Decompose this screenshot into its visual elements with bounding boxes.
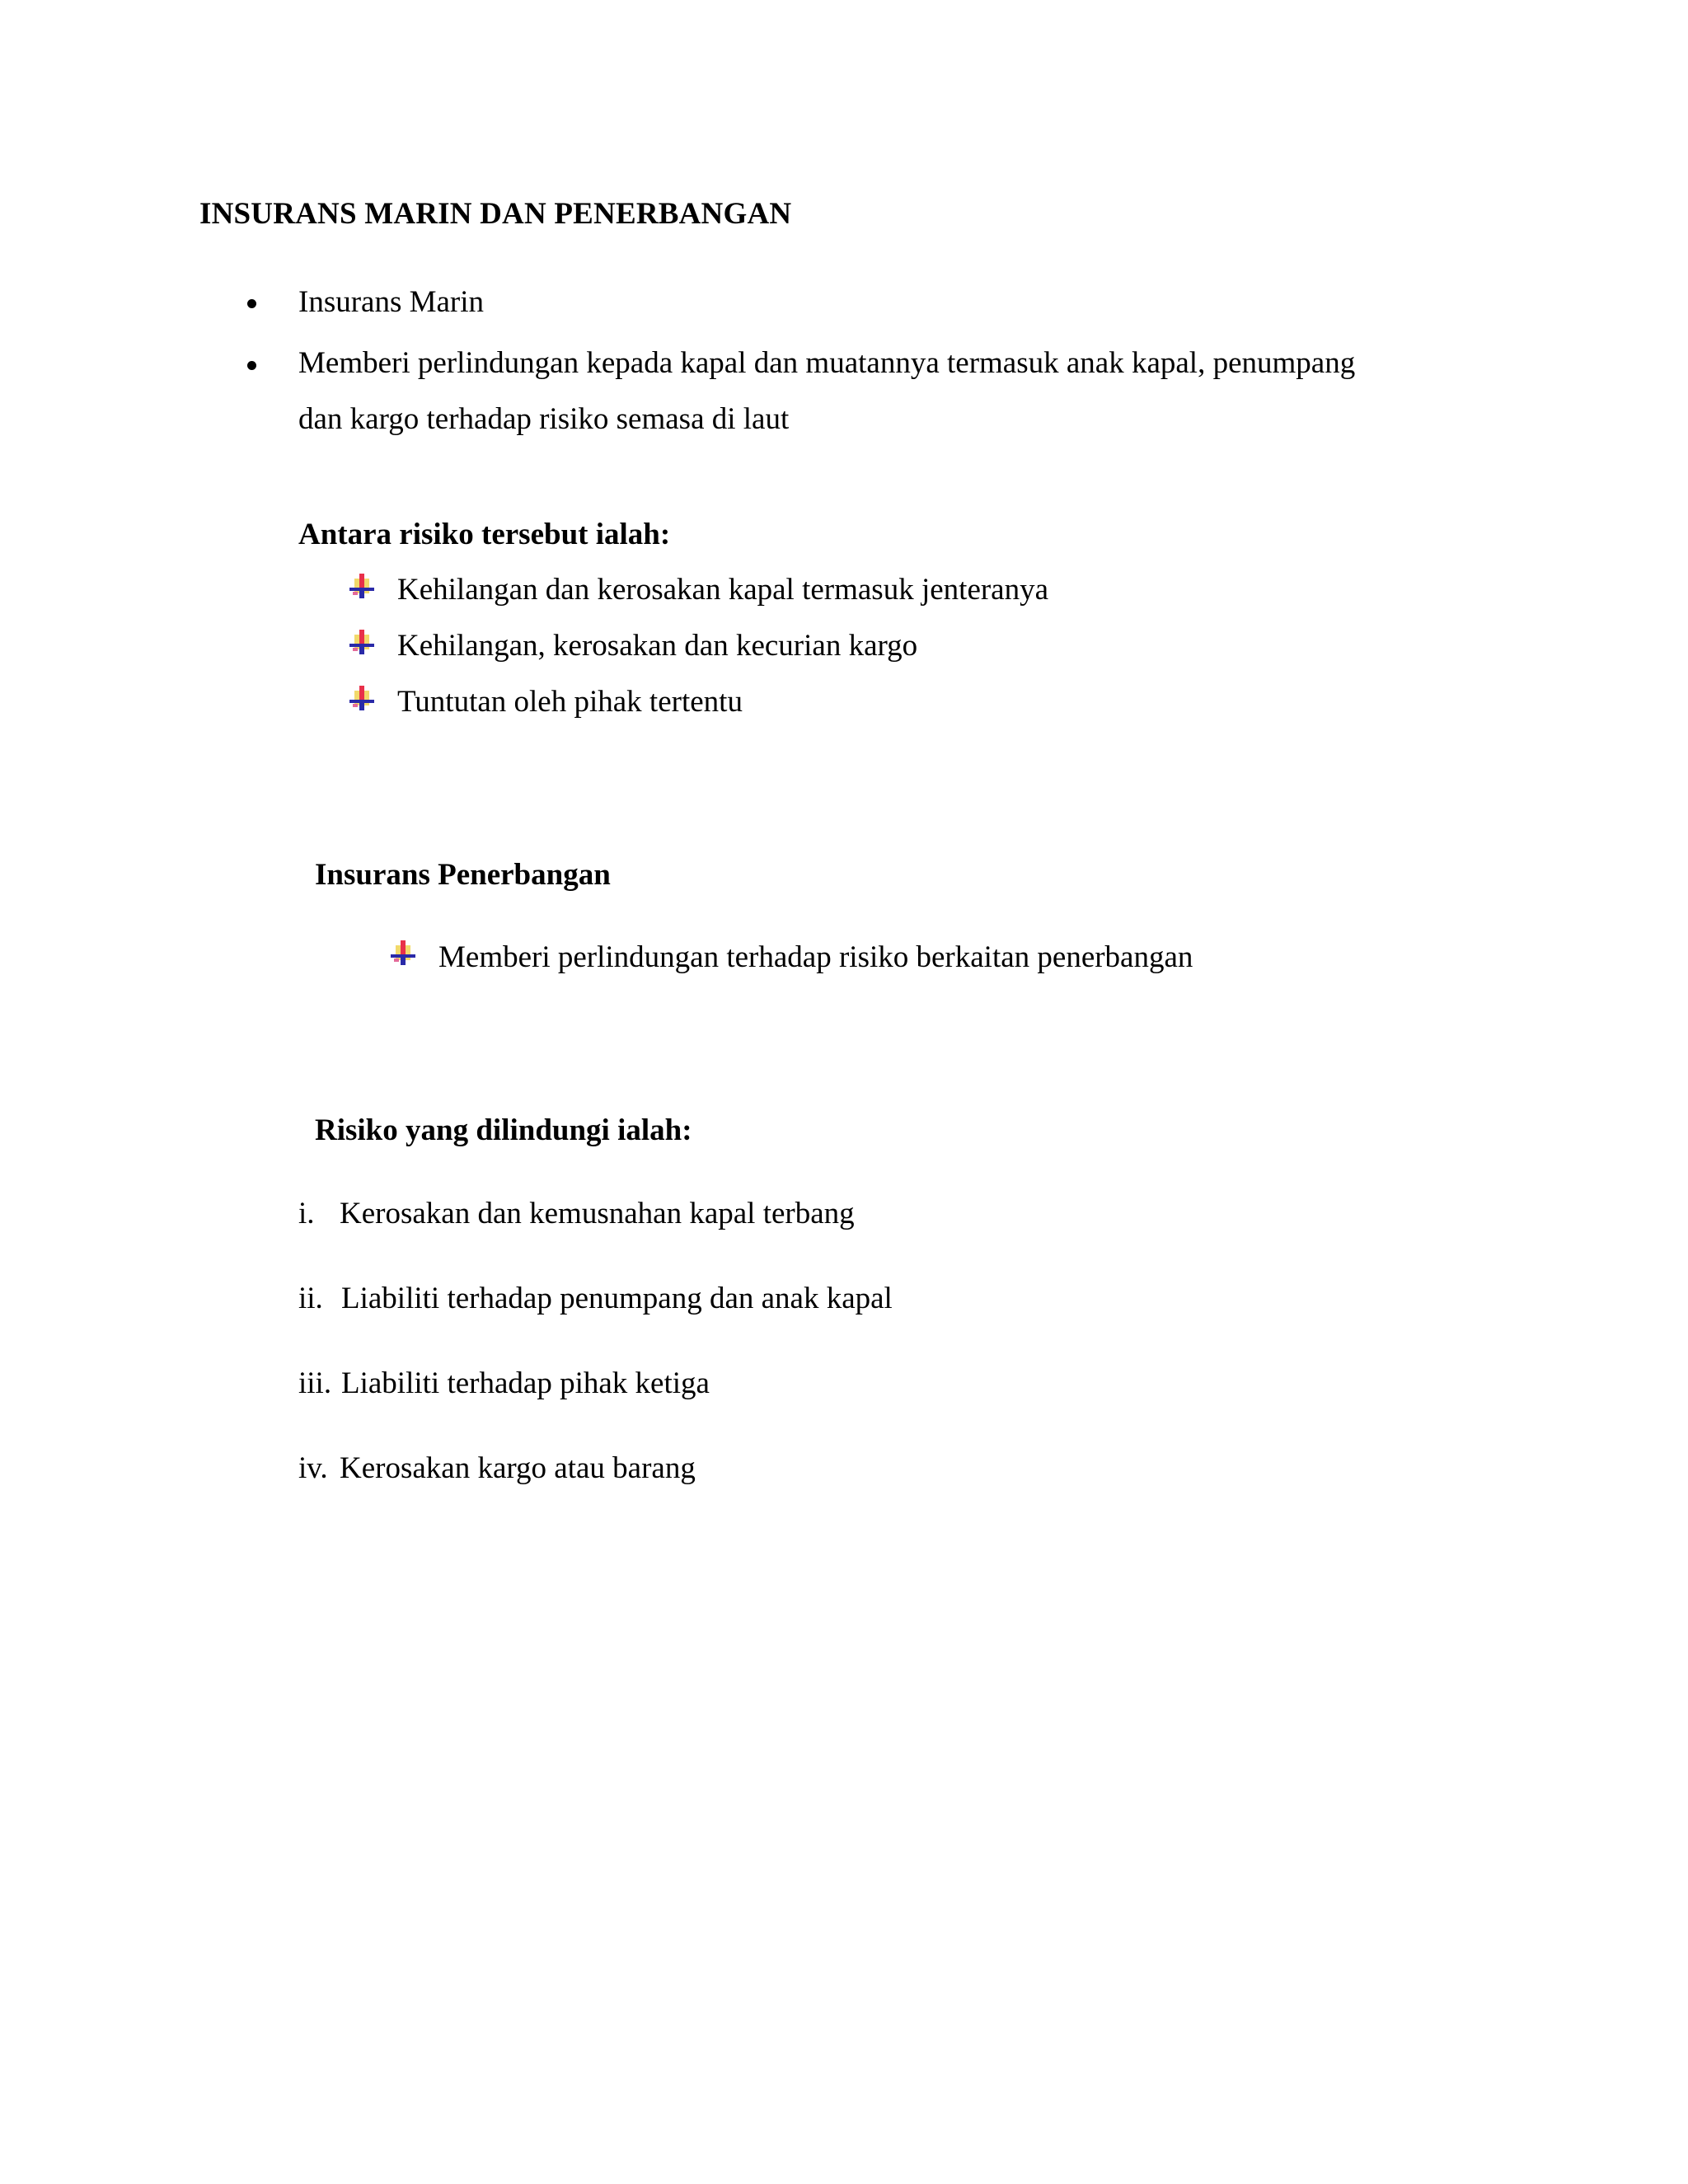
round-bullet-icon	[247, 361, 256, 370]
bullet-text-line: dan kargo terhadap risiko semasa di laut	[298, 402, 790, 436]
roman-numeral: iv.	[298, 1451, 328, 1485]
aviation-risk-item: Liabiliti terhadap penumpang dan anak kapal	[341, 1282, 893, 1315]
round-bullet-icon	[247, 299, 256, 308]
bullet-text-insurans-marin: Insurans Marin	[298, 285, 485, 319]
document-title: INSURANS MARIN DAN PENERBANGAN	[199, 197, 792, 231]
aviation-risks-heading: Risiko yang dilindungi ialah:	[315, 1113, 692, 1147]
roman-numeral: i.	[298, 1197, 315, 1230]
arrow-cross-bullet-icon	[389, 940, 417, 968]
marine-risk-item: Kehilangan dan kerosakan kapal termasuk jenteranya	[397, 573, 1049, 607]
aviation-item: Memberi perlindungan terhadap risiko berkaitan penerbangan	[438, 940, 1193, 974]
marine-risk-item: Kehilangan, kerosakan dan kecurian kargo	[397, 629, 918, 663]
aviation-risk-item: Liabiliti terhadap pihak ketiga	[341, 1366, 710, 1400]
aviation-risk-item: Kerosakan kargo atau barang	[340, 1451, 696, 1485]
arrow-cross-bullet-icon	[348, 630, 376, 658]
arrow-cross-bullet-icon	[348, 686, 376, 714]
arrow-cross-bullet-icon	[348, 574, 376, 602]
bullet-text-line: Memberi perlindungan kepada kapal dan muatannya termasuk anak kapal, penumpang	[298, 346, 1356, 380]
roman-numeral: iii.	[298, 1366, 332, 1400]
aviation-risk-item: Kerosakan dan kemusnahan kapal terbang	[340, 1197, 855, 1230]
aviation-heading: Insurans Penerbangan	[315, 858, 611, 892]
marine-risk-item: Tuntutan oleh pihak tertentu	[397, 685, 743, 719]
marine-risks-heading: Antara risiko tersebut ialah:	[298, 518, 671, 551]
roman-numeral: ii.	[298, 1282, 323, 1315]
